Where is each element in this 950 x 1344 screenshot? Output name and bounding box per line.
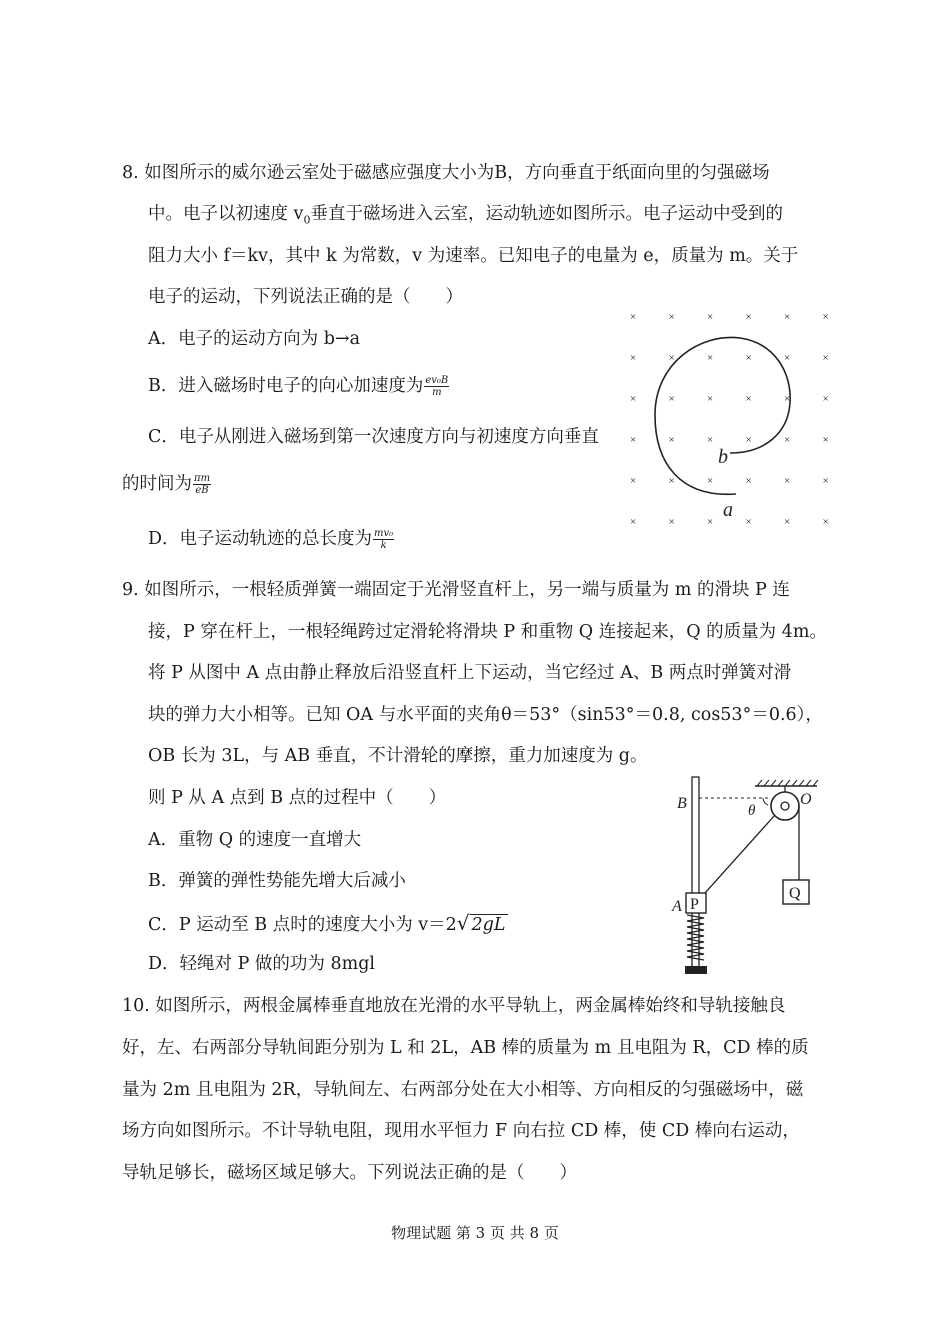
q8-option-d	[148, 527, 394, 551]
q8-line-1: 8. 如图所示的威尔逊云室处于磁感应强度大小为B，方向垂直于纸面向里的匀强磁场	[122, 163, 770, 183]
q10-line-5: 导轨足够长，磁场区域足够大。下列说法正确的是（ ）	[122, 1163, 577, 1183]
field-cross: ×	[784, 434, 791, 446]
field-cross: ×	[630, 352, 637, 364]
q9-line-3: 将 P 从图中 A 点由静止释放后沿竖直杆上下运动，当它经过 A、B 两点时弹簧对滑	[148, 663, 792, 683]
field-cross: ×	[707, 434, 714, 446]
field-cross: ×	[822, 393, 829, 405]
q9-line-5: OB 长为 3L，与 AB 垂直，不计滑轮的摩擦，重力加速度为 g。	[148, 746, 648, 766]
field-cross: ×	[784, 311, 791, 323]
q9-option-a: A．重物 Q 的速度一直增大	[148, 830, 362, 850]
field-cross: ×	[668, 434, 675, 446]
q8-option-b-text: B．进入磁场时电子的向心加速度为	[148, 376, 424, 396]
q9-pulley-figure	[665, 772, 825, 982]
field-cross: ×	[822, 434, 829, 446]
q9-line-6: 则 P 从 A 点到 B 点的过程中（ ）	[148, 788, 447, 808]
q8-option-d-text: D．电子运动轨迹的总长度为	[148, 529, 373, 549]
electron-trajectory	[655, 337, 790, 494]
field-cross: ×	[784, 393, 791, 405]
q10-line-3: 量为 2m 且电阻为 2R，导轨间左、右两部分处在大小相等、方向相反的匀强磁场中，磁	[122, 1080, 804, 1100]
field-cross: ×	[630, 393, 637, 405]
q8-option-c-fraction	[193, 473, 211, 496]
sqrt-sign: √	[456, 911, 470, 935]
q8-b-denominator: m	[432, 387, 442, 398]
field-cross: ×	[707, 516, 714, 528]
spring-base	[685, 966, 707, 974]
q9-line-1: 9. 如图所示，一根轻质弹簧一端固定于光滑竖直杆上，另一端与质量为 m 的滑块 P 连	[122, 580, 790, 600]
label-a: a	[723, 499, 733, 521]
field-cross: ×	[822, 352, 829, 364]
field-cross: ×	[822, 475, 829, 487]
q9-option-c	[148, 911, 508, 937]
q8-line-3: 阻力大小 f＝kv，其中 k 为常数，v 为速率。已知电子的电量为 e，质量为 m。关于	[148, 246, 799, 266]
field-cross: ×	[745, 434, 752, 446]
q8-b-numerator: ev₀B	[425, 375, 449, 386]
field-cross: ×	[745, 311, 752, 323]
field-cross: ×	[707, 311, 714, 323]
pulley-hub	[781, 802, 789, 810]
field-cross: ×	[745, 475, 752, 487]
label-p: P	[690, 896, 699, 913]
q8-line-2b: 垂直于磁场进入云室，运动轨迹如图所示。电子运动中受到的	[310, 204, 783, 224]
q8-cloud-chamber-figure	[620, 303, 840, 533]
field-cross: ×	[784, 475, 791, 487]
q8-option-c-2	[122, 472, 211, 496]
field-cross: ×	[668, 475, 675, 487]
q8-option-b	[148, 374, 449, 398]
q9-option-b: B．弹簧的弹性势能先增大后减小	[148, 871, 406, 891]
q8-option-c-1: C．电子从刚进入磁场到第一次速度方向与初速度方向垂直	[148, 427, 599, 447]
ceiling-hatching	[757, 780, 818, 786]
q10-line-4: 场方向如图所示。不计导轨电阻，现用水平恒力 F 向右拉 CD 棒，使 CD 棒向右运动，	[122, 1121, 800, 1141]
field-cross: ×	[630, 311, 637, 323]
magnetic-field-crosses	[630, 311, 829, 528]
q8-line-2	[148, 202, 783, 233]
field-cross: ×	[668, 352, 675, 364]
q8-line-4: 电子的运动，下列说法正确的是（ ）	[148, 287, 463, 307]
q9-line-4: 块的弹力大小相等。已知 OA 与水平面的夹角θ＝53°（sin53°＝0.8, cos53°＝0.6），	[148, 705, 823, 725]
field-cross: ×	[784, 516, 791, 528]
q9-option-d: D．轻绳对 P 做的功为 8mgl	[148, 954, 376, 974]
field-cross: ×	[630, 475, 637, 487]
page-footer: 物理试题 第 3 页 共 8 页	[391, 1224, 559, 1242]
q8-d-denominator: k	[380, 540, 387, 551]
field-cross: ×	[707, 393, 714, 405]
q8-option-a: A．电子的运动方向为 b→a	[148, 329, 360, 349]
label-b-point: B	[677, 795, 687, 812]
field-cross: ×	[668, 516, 675, 528]
rope-to-p	[705, 815, 775, 893]
q9-line-2: 接，P 穿在杆上，一根轻绳跨过定滑轮将滑块 P 和重物 Q 连接起来，Q 的质量为 4m。	[148, 622, 827, 642]
q8-d-numerator: mv₀	[374, 528, 394, 539]
q8-option-c-text: 的时间为	[122, 474, 192, 494]
field-cross: ×	[630, 516, 637, 528]
field-cross: ×	[630, 434, 637, 446]
q8-c-numerator: πm	[194, 473, 211, 484]
q8-v0-subscript: 0	[303, 213, 311, 227]
q9-option-c-radicand: 2gL	[471, 915, 506, 935]
label-o: O	[800, 791, 812, 808]
q8-option-b-fraction	[424, 375, 449, 398]
label-q: Q	[789, 885, 801, 902]
q10-line-1: 10. 如图所示，两根金属棒垂直地放在光滑的水平导轨上，两金属棒始终和导轨接触良	[122, 996, 786, 1016]
label-b: b	[718, 446, 728, 468]
field-cross: ×	[822, 311, 829, 323]
field-cross: ×	[668, 393, 675, 405]
field-cross: ×	[822, 516, 829, 528]
field-cross: ×	[707, 475, 714, 487]
q9-option-c-text: C．P 运动至 B 点时的速度大小为 v＝2	[148, 915, 457, 935]
field-cross: ×	[745, 516, 752, 528]
field-cross: ×	[745, 352, 752, 364]
field-cross: ×	[745, 393, 752, 405]
theta-arc	[763, 798, 768, 805]
label-theta: θ	[748, 803, 756, 819]
q8-line-2a: 中。电子以初速度 v	[148, 204, 304, 224]
q10-line-2: 好，左、右两部分导轨间距分别为 L 和 2L，AB 棒的质量为 m 且电阻为 R，CD 棒的质	[122, 1038, 809, 1058]
label-a-point: A	[672, 898, 682, 915]
q8-c-denominator: eB	[195, 485, 209, 496]
field-cross: ×	[707, 352, 714, 364]
field-cross: ×	[784, 352, 791, 364]
field-cross: ×	[668, 311, 675, 323]
q8-option-d-fraction	[373, 528, 394, 551]
